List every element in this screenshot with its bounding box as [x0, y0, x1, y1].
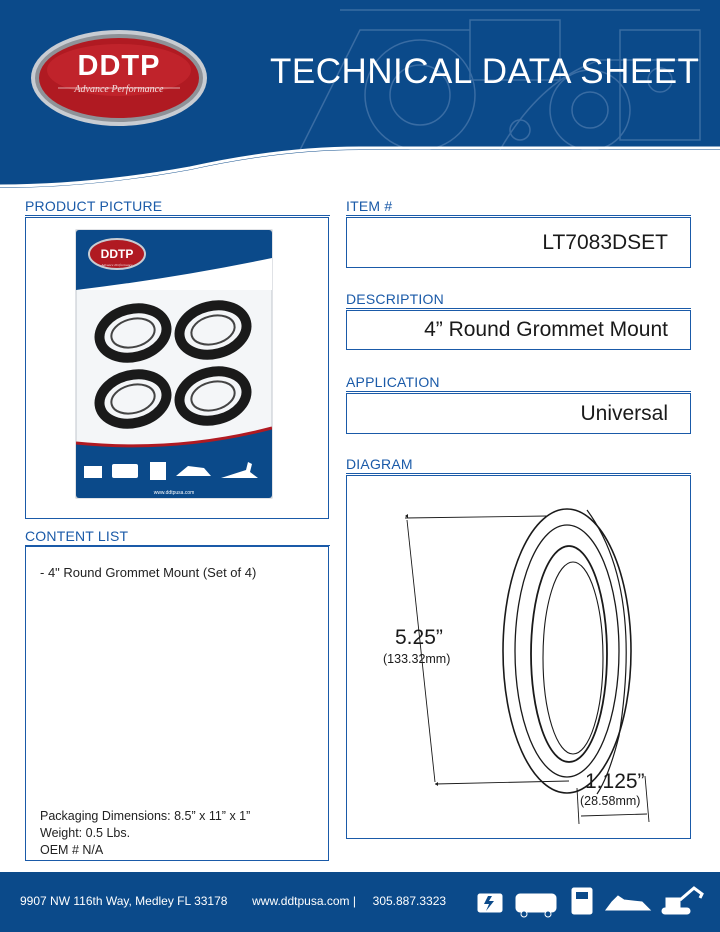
description-box [346, 310, 691, 350]
diagram-box [346, 475, 691, 839]
package-url: www.ddtpusa.com [153, 490, 195, 496]
height-mm: (133.32mm) [383, 652, 451, 666]
item-number-label: ITEM # [346, 198, 393, 214]
page-title: TECHNICAL DATA SHEET [270, 52, 700, 91]
content-list-label: CONTENT LIST [25, 528, 129, 544]
diagram-label: DIAGRAM [346, 456, 413, 472]
generator-icon [478, 894, 502, 912]
application-rule [346, 391, 691, 392]
content-list-item: - 4" Round Grommet Mount (Set of 4) [40, 565, 257, 580]
weight: Weight: 0.5 Lbs. [40, 826, 131, 840]
application-value: Universal [580, 401, 668, 425]
product-package-image [26, 218, 328, 518]
footer-phone[interactable]: 305.887.3323 [372, 894, 447, 908]
depth-mm: (28.58mm) [580, 794, 641, 808]
footer-address: 9907 NW 116th Way, Medley FL 33178 [20, 894, 228, 908]
logo-tagline: Advance Performance [74, 84, 164, 95]
footer-contact [20, 894, 446, 908]
product-picture-rule [25, 215, 330, 216]
yacht-icon [606, 896, 650, 910]
footer-website[interactable]: www.ddtpusa.com | [252, 894, 356, 908]
header-banner [0, 0, 720, 190]
description-label: DESCRIPTION [346, 291, 444, 307]
diagram-rule [346, 473, 691, 474]
application-box [346, 393, 691, 434]
item-number-rule [346, 215, 691, 216]
packaging-dimensions: Packaging Dimensions: 8.5” x 11” x 1” [40, 809, 251, 823]
ddtp-logo [30, 28, 208, 128]
item-number-box [346, 217, 691, 268]
bus-icon [516, 894, 556, 917]
logo-wordmark: DDTP [77, 50, 161, 82]
application-label: APPLICATION [346, 374, 440, 390]
description-value: 4” Round Grommet Mount [424, 318, 668, 341]
footer-bar [0, 872, 720, 932]
product-picture-label: PRODUCT PICTURE [25, 198, 163, 214]
footer-vehicle-icons [472, 884, 712, 924]
depth-inches: 1.125” [585, 770, 645, 793]
description-rule [346, 308, 691, 309]
oem-number: OEM # N/A [40, 843, 104, 857]
package-logo-tagline: Advance Performance [101, 263, 133, 267]
content-list-box [25, 546, 329, 861]
height-inches: 5.25” [395, 626, 443, 649]
item-number-value: LT7083DSET [542, 230, 668, 254]
truck-icon [572, 888, 592, 914]
excavator-icon [662, 888, 702, 914]
product-picture-box [25, 217, 329, 519]
package-logo-text: DDTP [100, 247, 134, 261]
